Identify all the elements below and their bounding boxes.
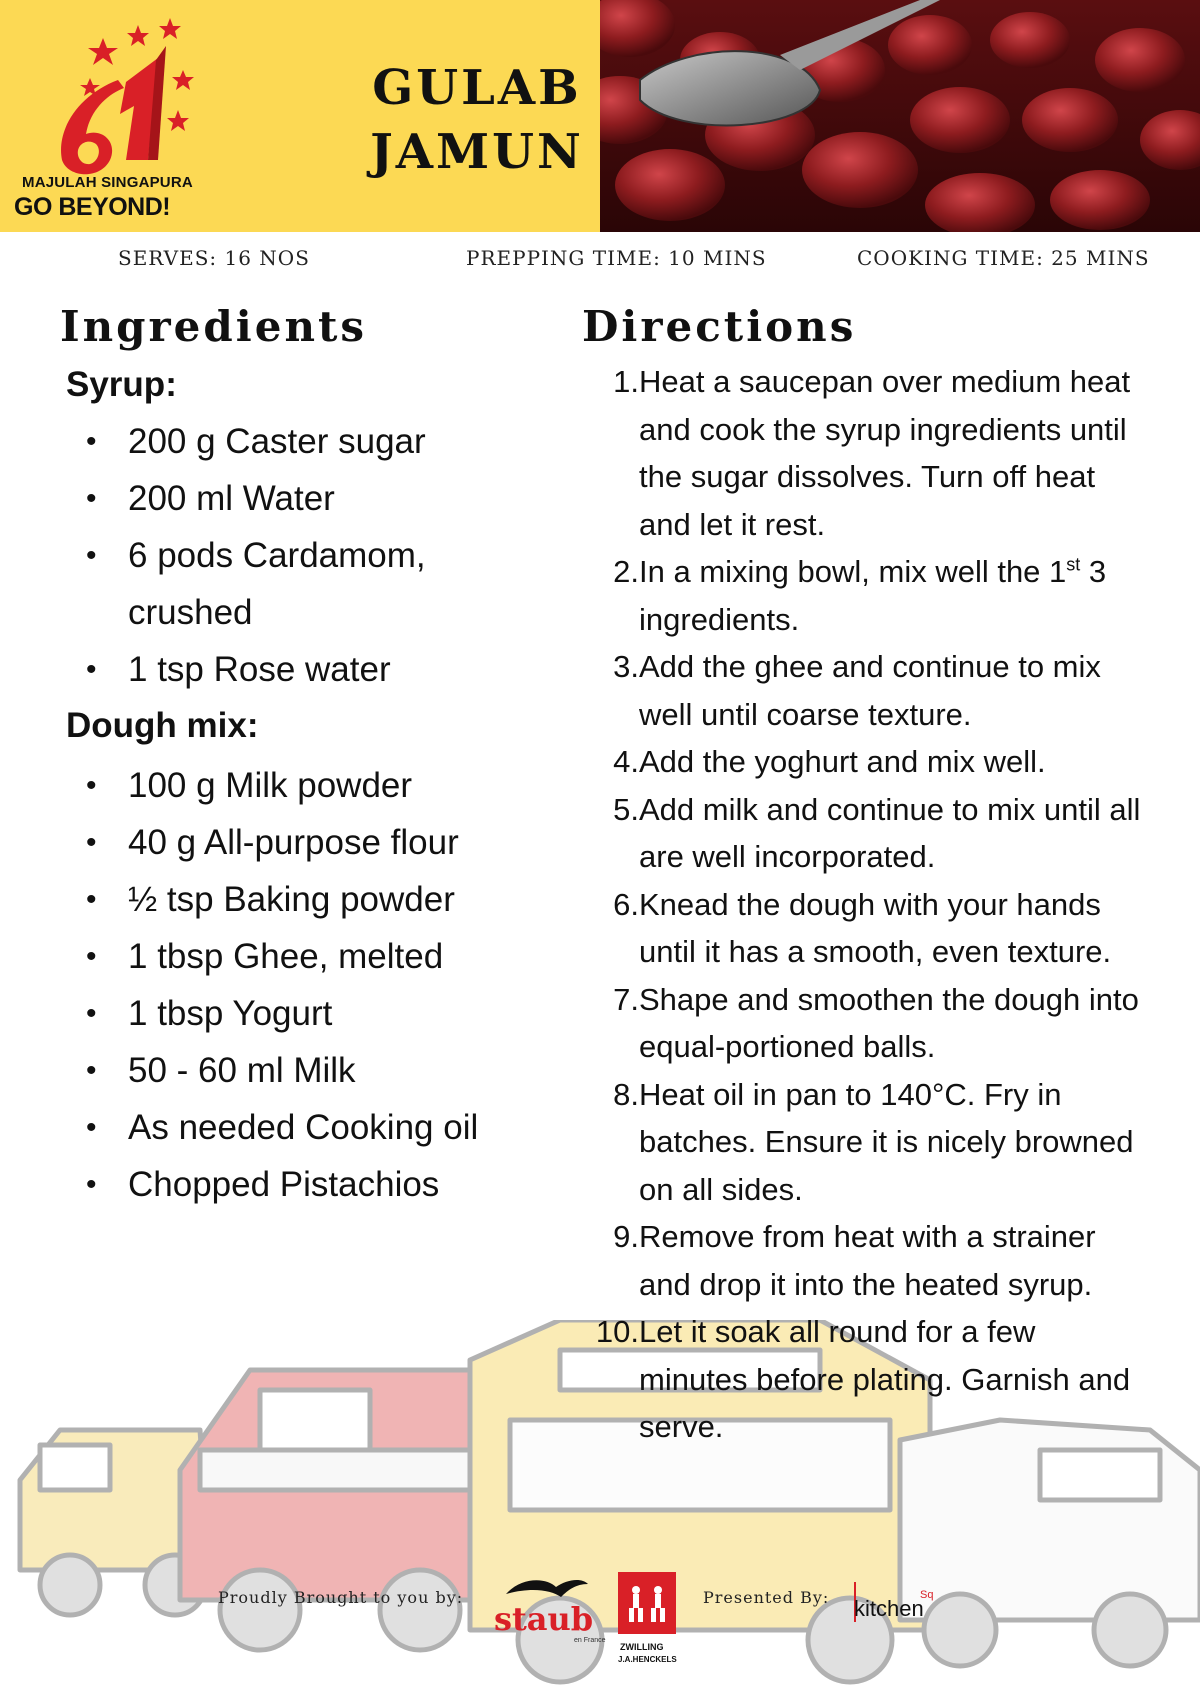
staub-logo	[486, 1572, 606, 1647]
step-number: 1.	[613, 364, 639, 399]
directions-heading: Directions	[582, 302, 857, 351]
ingredient-item: • 200 g Caster sugar	[86, 413, 526, 470]
step-number: 4.	[613, 744, 639, 779]
syrup-ingredient-list	[86, 413, 526, 698]
gulab-jamun-photo	[600, 0, 1200, 232]
cook-time-info: COOKING TIME: 25 MINS	[857, 246, 1150, 270]
step-text: Shape and smoothen the dough into equal-portioned balls.	[639, 981, 1139, 1064]
direction-step	[584, 1308, 1144, 1451]
dough-ingredient-list	[86, 757, 526, 1213]
recipe-title-line1: GULAB	[372, 60, 582, 116]
logo-slogan: GO BEYOND!	[14, 193, 171, 221]
step-number: 9.	[613, 1219, 639, 1254]
ingredient-item: • 1 tsp Rose water	[86, 641, 526, 698]
ingredient-item: • Chopped Pistachios	[86, 1156, 526, 1213]
svg-text:en France: en France	[574, 1637, 606, 1644]
kitchen-sq-logo	[850, 1578, 950, 1628]
direction-step	[584, 1213, 1144, 1308]
svg-text:kitchen: kitchen	[854, 1596, 924, 1621]
brought-by-label: Proudly Brought to you by:	[218, 1588, 464, 1607]
step-text: Add the yoghurt and mix well.	[639, 744, 1046, 779]
ingredient-item: • As needed Cooking oil	[86, 1099, 526, 1156]
ingredient-item: • ½ tsp Baking powder	[86, 871, 526, 928]
direction-step	[584, 976, 1144, 1071]
step-text: Let it soak all round for a few minutes before plating. Garnish and serve.	[639, 1314, 1131, 1444]
step-text: Add the ghee and continue to mix well until coarse texture.	[639, 649, 1101, 732]
direction-step	[584, 358, 1144, 548]
zwilling-logo	[616, 1570, 682, 1666]
ingredient-item: • 200 ml Water	[86, 470, 526, 527]
ingredient-item: • 50 - 60 ml Milk	[86, 1042, 526, 1099]
svg-text:staub: staub	[494, 1600, 594, 1638]
step-number: 7.	[613, 981, 639, 1017]
svg-text:Sq: Sq	[920, 1589, 934, 1601]
direction-step	[584, 881, 1144, 976]
step-number: 2.	[613, 554, 639, 589]
ingredient-item: • 1 tbsp Yogurt	[86, 985, 526, 1042]
step-text: Knead the dough with your hands until it has a smooth, even texture.	[639, 886, 1112, 969]
logo-tagline: MAJULAH SINGAPURA	[22, 174, 193, 191]
recipe-title	[362, 56, 592, 184]
ingredient-item: • 40 g All-purpose flour	[86, 814, 526, 871]
prep-time-info: PREPPING TIME: 10 MINS	[466, 246, 767, 270]
recipe-title-line2: JAMUN	[370, 124, 584, 180]
svg-text:J.A.HENCKELS: J.A.HENCKELS	[618, 1655, 677, 1664]
ingredient-item: • 100 g Milk powder	[86, 757, 526, 814]
step-text: Remove from heat with a strainer and drop it into the heated syrup.	[639, 1219, 1096, 1302]
ingredients-heading: Ingredients	[60, 302, 368, 351]
serves-info: SERVES: 16 NOS	[118, 246, 310, 270]
step-text: Heat a saucepan over medium heat and cook the syrup ingredients until the sugar dissolves. Turn off heat and let it rest.	[639, 364, 1131, 542]
dough-mix-label: Dough mix:	[66, 706, 259, 745]
ingredient-item: • 6 pods Cardamom, crushed	[86, 527, 526, 641]
step-number: 3.	[613, 649, 639, 684]
presented-by-label: Presented By:	[703, 1588, 830, 1607]
direction-step	[584, 786, 1144, 881]
direction-step	[584, 738, 1144, 786]
svg-text:ZWILLING: ZWILLING	[620, 1642, 664, 1652]
directions-list	[584, 358, 1144, 1451]
direction-step	[584, 1071, 1144, 1214]
step-text: Add milk and continue to mix until all are well incorporated.	[639, 791, 1141, 874]
step-number: 6.	[613, 886, 639, 922]
step-text: Heat oil in pan to 140°C. Fry in batches. Ensure it is nicely browned on all sides.	[639, 1076, 1134, 1207]
direction-step	[584, 643, 1144, 738]
step-number: 5.	[613, 791, 639, 827]
step-text: In a mixing bowl, mix well the 1st 3 ingredients.	[639, 554, 1107, 637]
step-number: 8.	[613, 1076, 639, 1112]
syrup-label: Syrup:	[66, 365, 177, 404]
step-number: 10.	[595, 1314, 639, 1349]
ingredient-item: • 1 tbsp Ghee, melted	[86, 928, 526, 985]
direction-step	[584, 548, 1144, 643]
